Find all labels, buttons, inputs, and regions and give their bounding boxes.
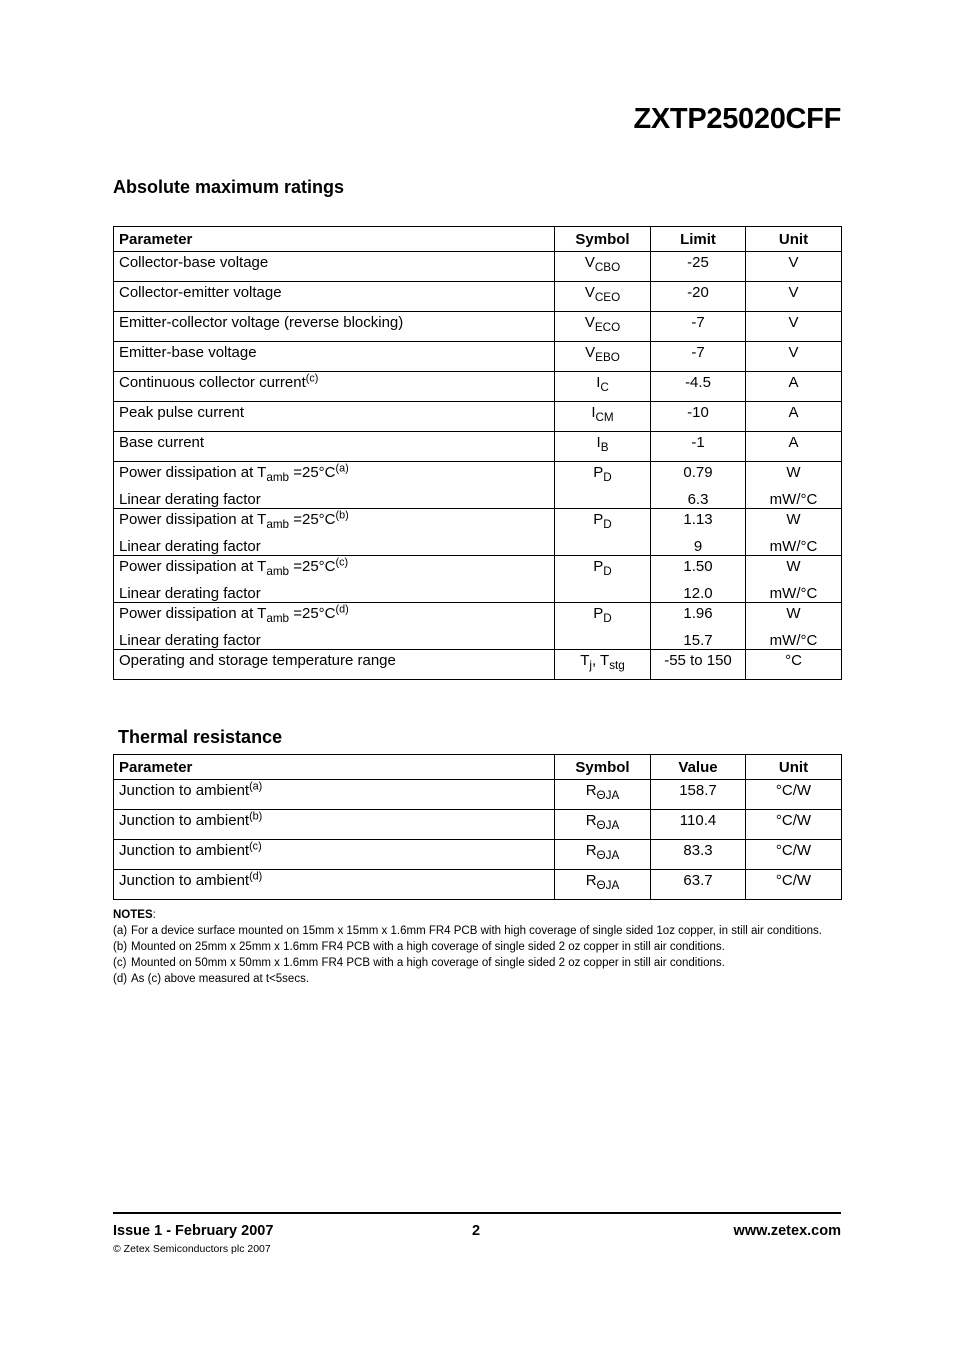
parameter-text: Junction to ambient <box>119 872 250 889</box>
note-reference: (b) <box>249 810 263 823</box>
symbol-subscript: ΘJA <box>596 789 620 803</box>
limit-secondary-value: 9 <box>693 538 703 555</box>
parameter-cell <box>114 556 555 603</box>
unit-value: W <box>786 605 801 622</box>
parameter-text: Power dissipation at T <box>119 558 267 575</box>
note-reference: (a) <box>249 780 263 793</box>
unit-cell: A <box>746 372 842 402</box>
symbol-text: R <box>585 782 597 799</box>
column-header-unit: Unit <box>746 227 842 252</box>
limit-cell <box>651 556 746 603</box>
parameter-text: Collector-emitter voltage <box>119 284 282 301</box>
note-reference: (c) <box>305 372 319 385</box>
parameter-cell <box>114 870 555 900</box>
table-row <box>114 509 842 556</box>
table-row <box>114 342 842 372</box>
parameter-cell <box>114 372 555 402</box>
table-row <box>114 282 842 312</box>
value-cell: 63.7 <box>651 870 746 900</box>
symbol-subscript: ΘJA <box>596 849 620 863</box>
note-item <box>113 939 841 955</box>
thermal-resistance-table <box>113 754 842 900</box>
parameter-text: Peak pulse current <box>119 404 245 421</box>
note-text: For a device surface mounted on 15mm x 15mm x 1.6mm FR4 PCB with high coverage of single sided 1oz copper, in still air conditions. <box>131 925 822 937</box>
symbol-cell <box>555 462 651 509</box>
limit-cell <box>651 509 746 556</box>
unit-cell: V <box>746 282 842 312</box>
symbol-text: P <box>593 605 604 622</box>
symbol-subscript: EBO <box>595 351 620 365</box>
note-reference: (b) <box>335 509 349 522</box>
notes-title <box>113 907 841 923</box>
table-row <box>114 870 842 900</box>
symbol-text: I <box>596 374 601 391</box>
symbol-text: R <box>585 842 597 859</box>
note-reference: (d) <box>335 603 349 616</box>
unit-cell: °C <box>746 650 842 680</box>
parameter-cell <box>114 432 555 462</box>
unit-secondary-value: mW/°C <box>769 585 818 602</box>
note-item <box>113 971 841 987</box>
note-text: As (c) above measured at t<5secs. <box>131 973 310 985</box>
note-key: (d) <box>113 973 128 985</box>
symbol-text: I <box>591 404 596 421</box>
table-header-row <box>114 227 842 252</box>
parameter-cell <box>114 603 555 650</box>
column-header-limit: Limit <box>651 227 746 252</box>
parameter-cell <box>114 252 555 282</box>
parameter-subscript: amb <box>266 471 290 485</box>
limit-cell: -4.5 <box>651 372 746 402</box>
table-row <box>114 556 842 603</box>
parameter-text: Power dissipation at T <box>119 511 267 528</box>
column-header-symbol: Symbol <box>555 755 651 780</box>
table-row <box>114 840 842 870</box>
symbol-text: I <box>596 434 601 451</box>
parameter-condition: =25°C <box>289 464 336 481</box>
parameter-cell <box>114 312 555 342</box>
table-row <box>114 432 842 462</box>
unit-secondary-value: mW/°C <box>769 632 818 649</box>
parameter-text: Power dissipation at T <box>119 464 267 481</box>
issue-date: Issue 1 - February 2007 <box>113 1223 274 1239</box>
symbol-subscript: B <box>600 441 609 455</box>
column-header-symbol: Symbol <box>555 227 651 252</box>
table-row <box>114 252 842 282</box>
symbol-cell <box>555 372 651 402</box>
column-header-value: Value <box>651 755 746 780</box>
parameter-secondary-text: Linear derating factor <box>119 585 261 602</box>
symbol-cell <box>555 282 651 312</box>
symbol-cell <box>555 870 651 900</box>
column-header-parameter: Parameter <box>114 227 555 252</box>
symbol-text: P <box>593 464 604 481</box>
symbol-text: V <box>584 314 595 331</box>
parameter-cell <box>114 509 555 556</box>
thermal-resistance-heading: Thermal resistance <box>118 727 283 747</box>
limit-value: 1.96 <box>683 605 713 622</box>
column-header-unit: Unit <box>746 755 842 780</box>
notes-section <box>113 907 841 987</box>
parameter-cell <box>114 402 555 432</box>
unit-secondary-value: mW/°C <box>769 491 818 508</box>
symbol-subscript: D <box>603 471 612 485</box>
value-cell: 158.7 <box>651 780 746 810</box>
parameter-condition: =25°C <box>289 605 336 622</box>
symbol-text-secondary: , T <box>591 652 610 669</box>
page-title: ZXTP25020CFF <box>633 103 841 135</box>
symbol-subscript: ΘJA <box>596 879 620 893</box>
parameter-text: Base current <box>119 434 205 451</box>
parameter-text: Collector-base voltage <box>119 254 269 271</box>
column-header-parameter: Parameter <box>114 755 555 780</box>
symbol-cell <box>555 342 651 372</box>
symbol-subscript: D <box>603 612 612 626</box>
limit-secondary-value: 12.0 <box>683 585 713 602</box>
table-row <box>114 402 842 432</box>
parameter-cell <box>114 342 555 372</box>
symbol-cell <box>555 780 651 810</box>
table-row <box>114 603 842 650</box>
parameter-cell <box>114 810 555 840</box>
limit-cell: -20 <box>651 282 746 312</box>
symbol-text: V <box>585 344 596 361</box>
limit-cell: -7 <box>651 342 746 372</box>
unit-cell <box>746 556 842 603</box>
parameter-text: Junction to ambient <box>119 782 250 799</box>
symbol-cell <box>555 603 651 650</box>
limit-cell: -7 <box>651 312 746 342</box>
note-text: Mounted on 25mm x 25mm x 1.6mm FR4 PCB with a high coverage of single sided 2 oz copper in still air conditions. <box>131 941 725 953</box>
symbol-text: R <box>585 872 597 889</box>
unit-value: W <box>786 464 801 481</box>
notes-title-text: NOTES <box>113 909 153 921</box>
note-reference: (c) <box>249 840 262 853</box>
table-row <box>114 650 842 680</box>
limit-secondary-value: 15.7 <box>683 632 713 649</box>
limit-value: 0.79 <box>683 464 713 481</box>
parameter-condition: =25°C <box>289 558 336 575</box>
note-reference: (d) <box>249 870 263 883</box>
symbol-cell <box>555 432 651 462</box>
limit-cell <box>651 462 746 509</box>
parameter-cell <box>114 650 555 680</box>
unit-value: W <box>786 511 801 528</box>
symbol-subscript: j <box>589 659 592 673</box>
note-reference: (a) <box>335 462 349 475</box>
unit-cell: V <box>746 252 842 282</box>
unit-cell <box>746 509 842 556</box>
symbol-subscript: D <box>603 565 612 579</box>
note-reference: (c) <box>335 556 349 569</box>
notes-title-colon: : <box>152 909 156 921</box>
parameter-cell <box>114 462 555 509</box>
parameter-text: Emitter-collector voltage (reverse blocking) <box>119 314 404 331</box>
value-cell: 83.3 <box>651 840 746 870</box>
symbol-cell <box>555 252 651 282</box>
symbol-cell <box>555 556 651 603</box>
unit-cell: A <box>746 402 842 432</box>
symbol-subscript: CM <box>595 411 614 425</box>
website-link[interactable]: www.zetex.com <box>733 1223 841 1239</box>
symbol-text: P <box>593 511 604 528</box>
unit-cell: A <box>746 432 842 462</box>
unit-secondary-value: mW/°C <box>769 538 818 555</box>
parameter-text: Emitter-base voltage <box>119 344 257 361</box>
parameter-cell <box>114 780 555 810</box>
note-text: Mounted on 50mm x 50mm x 1.6mm FR4 PCB with a high coverage of single sided 2 oz copper in still air conditions. <box>131 957 725 969</box>
table-row <box>114 312 842 342</box>
note-key: (a) <box>113 925 128 937</box>
page-number: 2 <box>472 1223 481 1239</box>
unit-cell <box>746 603 842 650</box>
value-cell: 110.4 <box>651 810 746 840</box>
parameter-cell <box>114 282 555 312</box>
parameter-secondary-text: Linear derating factor <box>119 538 261 555</box>
limit-cell: -25 <box>651 252 746 282</box>
unit-cell: V <box>746 312 842 342</box>
symbol-text: V <box>584 254 595 271</box>
symbol-cell <box>555 312 651 342</box>
parameter-condition: =25°C <box>289 511 336 528</box>
symbol-cell <box>555 840 651 870</box>
parameter-text: Continuous collector current <box>119 374 306 391</box>
absolute-max-ratings-table <box>113 226 842 680</box>
symbol-cell <box>555 509 651 556</box>
limit-value: 1.50 <box>683 558 713 575</box>
symbol-cell <box>555 402 651 432</box>
limit-cell: -55 to 150 <box>651 650 746 680</box>
limit-cell: -10 <box>651 402 746 432</box>
limit-value: 1.13 <box>683 511 713 528</box>
table-header-row <box>114 755 842 780</box>
parameter-text: Junction to ambient <box>119 812 250 829</box>
parameter-cell <box>114 840 555 870</box>
parameter-subscript: amb <box>266 565 290 579</box>
symbol-subscript: ECO <box>594 321 621 335</box>
parameter-secondary-text: Linear derating factor <box>119 632 261 649</box>
symbol-subscript: D <box>603 518 612 532</box>
symbol-subscript: ΘJA <box>596 819 620 833</box>
parameter-text: Power dissipation at T <box>119 605 267 622</box>
parameter-text: Junction to ambient <box>119 842 250 859</box>
parameter-subscript: amb <box>266 612 290 626</box>
unit-cell: °C/W <box>746 870 842 900</box>
symbol-text: T <box>580 652 590 669</box>
parameter-secondary-text: Linear derating factor <box>119 491 261 508</box>
footer-divider <box>113 1212 841 1214</box>
symbol-subscript: C <box>600 381 609 395</box>
table-row <box>114 462 842 509</box>
limit-cell <box>651 603 746 650</box>
absolute-max-ratings-heading: Absolute maximum ratings <box>113 177 345 197</box>
symbol-text: V <box>584 284 595 301</box>
note-key: (c) <box>113 957 127 969</box>
unit-cell: V <box>746 342 842 372</box>
symbol-subscript-secondary: stg <box>609 659 625 673</box>
unit-cell: °C/W <box>746 840 842 870</box>
parameter-text: Operating and storage temperature range <box>119 652 396 669</box>
parameter-subscript: amb <box>266 518 290 532</box>
unit-cell <box>746 462 842 509</box>
table-row <box>114 810 842 840</box>
symbol-text: P <box>593 558 604 575</box>
limit-cell: -1 <box>651 432 746 462</box>
symbol-text: R <box>585 812 597 829</box>
limit-secondary-value: 6.3 <box>687 491 709 508</box>
copyright-notice: © Zetex Semiconductors plc 2007 <box>113 1243 271 1255</box>
table-row <box>114 780 842 810</box>
symbol-subscript: CBO <box>594 261 621 275</box>
symbol-cell <box>555 650 651 680</box>
table-row <box>114 372 842 402</box>
unit-cell: °C/W <box>746 780 842 810</box>
note-item <box>113 955 841 971</box>
note-item <box>113 923 841 939</box>
unit-value: W <box>786 558 801 575</box>
unit-cell: °C/W <box>746 810 842 840</box>
note-key: (b) <box>113 941 128 953</box>
symbol-cell <box>555 810 651 840</box>
symbol-subscript: CEO <box>594 291 621 305</box>
